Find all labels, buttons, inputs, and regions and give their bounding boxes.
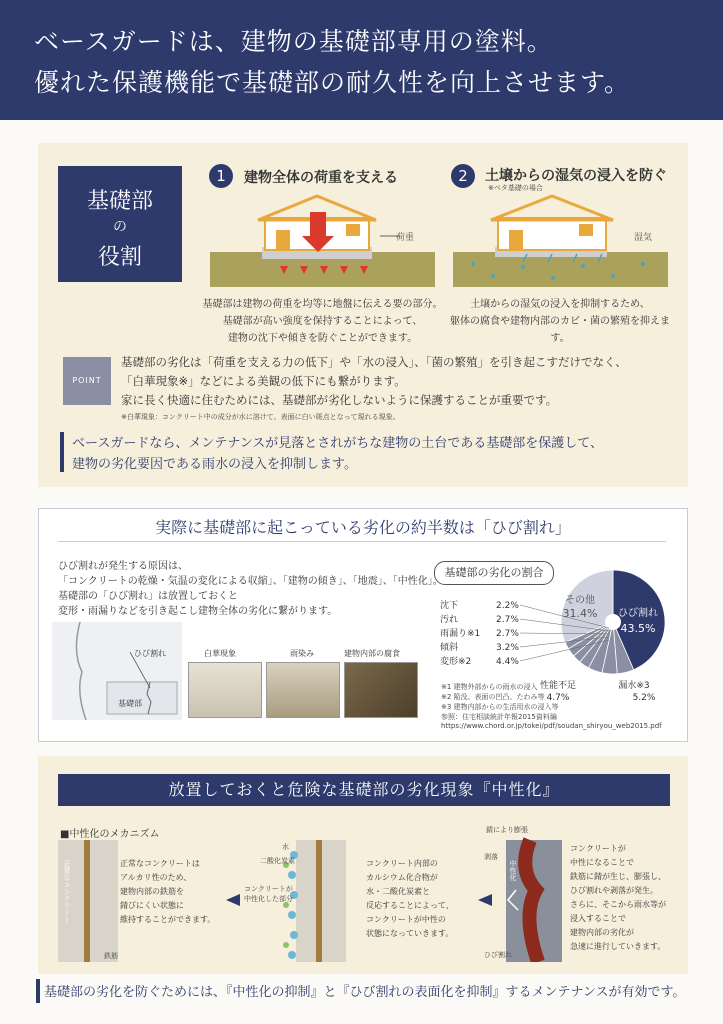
efflorescence-photo [188, 662, 262, 718]
note1: ※1 建物外部からの雨水の浸入 [441, 683, 538, 691]
pie-value-crack: 43.5% [620, 622, 656, 635]
point-note: ※白華現象：コンクリート中の成分が水に溶けて、表面に白い斑点となって現れる現象。 [121, 413, 400, 421]
foundation-label: 基礎部 [118, 699, 142, 708]
pie-label-leak: 漏水※3 [618, 681, 650, 691]
photo3-label: 建物内部の腐食 [344, 649, 400, 658]
neutralization-label: 中性化 [509, 860, 517, 881]
concrete-label: 正常なコンクリート [63, 860, 71, 923]
divider [58, 541, 666, 542]
pie-list-value-3: 4.4% [496, 657, 519, 667]
headline-line1: ベースガードは、建物の基礎部専用の塗料。 [34, 27, 553, 56]
source-url[interactable]: https://www.chord.or.jp/tokei/pdf/soudan_shiryou_web2015.pdf [441, 722, 662, 730]
point-badge: POINT [63, 357, 111, 405]
pie-value-other: 31.4% [562, 607, 598, 620]
mechanism-label: ■中性化のメカニズム [60, 829, 160, 840]
crack-title: 実際に基礎部に起こっている劣化の約半数は「ひび割れ」 [155, 518, 571, 537]
crack-text-1: ひび割れが発生する原因は、 [58, 561, 188, 572]
point-text-1: 基礎部の劣化は「荷重を支える力の低下」や「水の浸入」、「菌の繁殖」を引き起こすだけでなく、 [121, 355, 627, 369]
bottom-message: 基礎部の劣化を防ぐためには、『中性化の抑制』と『ひび割れの表面化を抑制』するメンテナンスが有効です。 [44, 985, 686, 1000]
pie-label-other: その他 [565, 595, 595, 606]
crack-text-3: 基礎部の「ひび割れ」は放置しておくと [58, 591, 238, 602]
co2-label: 二酸化炭素 [260, 857, 295, 865]
pie-label-crack: ひび割れ [618, 608, 658, 619]
load-label: 荷重 [396, 233, 415, 243]
rebar-label: 鉄筋 [104, 952, 118, 960]
rain-stain-photo [266, 662, 340, 718]
point-text-2: 「白華現象※」などによる美観の低下にも繋がります。 [121, 374, 406, 388]
spall-label: 剥落 [484, 853, 498, 861]
pie-value-performance: 4.7% [546, 693, 570, 703]
point2-title: 土壌からの湿気の浸入を防ぐ [485, 168, 667, 184]
point2-caption: 土壌からの湿気の浸入を抑制するため、 躯体の腐食や建物内部のカビ・菌の繁殖を抑えます。 [450, 299, 670, 344]
lead-line2: 建物の劣化要因である雨水の浸入を抑制します。 [72, 457, 357, 472]
point1-number: 1 [209, 164, 233, 188]
lead-line1: ベースガードなら、メンテナンスが見落とされがちな建物の土台である基礎部を保護して、 [72, 436, 604, 451]
mechanism-text-2: コンクリート内部の カルシウム化合物が 水・二酸化炭素と 反応することによって、 コンクリートが中性の 状態になっていきます。 [366, 859, 454, 938]
source: 参照：住宅相談統計年報2015資料編 [441, 713, 557, 721]
point-text-3: 家に長く快適に住むためには、基礎部が劣化しないように保護することが重要です。 [121, 393, 558, 407]
pie-list-value-7: 2.2% [496, 601, 519, 611]
photo1-label: 白華現象 [204, 649, 236, 658]
pie-value-leak: 5.2% [632, 693, 656, 703]
note3: ※3 建物内部からの生活用水の浸入等 [441, 703, 559, 711]
point2-number: 2 [451, 164, 475, 188]
crack-label-bottom: ひび割れ [484, 951, 512, 959]
bottom-accent-bar [36, 979, 40, 1003]
pie-list-label-5: 雨漏り※1 [440, 629, 481, 639]
crack-text-2: 「コンクリートの乾燥・気温の変化による収縮」、「建物の傾き」、「地震」、「中性化」。 [58, 576, 443, 587]
pie-list-label-7: 沈下 [440, 601, 459, 611]
pie-list-value-6: 2.7% [496, 615, 519, 625]
point1-caption: 基礎部は建物の荷重を均等に地盤に伝える要の部分。 基礎部が高い強度を保持することによって、 建物の沈下や傾きを防ぐことができます。 [202, 299, 443, 344]
crack-text-4: 変形・雨漏りなどを引き起こし建物全体の劣化に繋がります。 [58, 606, 338, 617]
pie-label-performance: 性能不足 [539, 681, 577, 691]
point1-title: 建物全体の荷重を支える [244, 170, 398, 186]
neutralized-part-label2: 中性化した部分 [244, 895, 293, 903]
rust-label: 錆により膨張 [486, 826, 528, 834]
crack-diagram [52, 622, 182, 720]
note2: ※2 陥没、表面の凹凸、たわみ等 [441, 693, 545, 701]
pie-list-label-6: 汚れ [440, 615, 459, 625]
photo2-label: 雨染み [290, 649, 314, 658]
role-title-3: 役割 [97, 245, 142, 270]
crack-label: ひび割れ [134, 649, 166, 658]
pie-list-label-3: 変形※2 [440, 657, 472, 667]
header-band [0, 0, 723, 120]
role-box [58, 166, 182, 282]
neutralization-title: 放置しておくと危険な基礎部の劣化現象『中性化』 [58, 774, 670, 806]
headline-line2: 優れた保護機能で基礎部の耐久性を向上させます。 [34, 68, 631, 97]
interior-corrosion-photo [344, 662, 418, 718]
point2-note: ※ベタ基礎の場合 [488, 184, 543, 192]
pie-list-value-4: 3.2% [496, 643, 519, 653]
mechanism-text-1: 正常なコンクリートは アルカリ性のため、 建物内部の鉄筋を 錆びにくい状態に 維持することができます。 [120, 859, 216, 924]
moisture-label: 湿気 [634, 233, 653, 243]
mechanism-text-3: コンクリートが 中性になることで 鉄筋に錆が生じ、膨張し、 ひび割れや剥落が発生。 さらに、そこから雨水等が 浸入することで 建物内部の劣化が 急速に進行していきます。 [570, 844, 666, 951]
chart-title: 基礎部の劣化の割合 [434, 561, 554, 585]
lead-accent-bar [60, 432, 64, 472]
rust-expansion-illustration [478, 820, 578, 962]
pie-list-value-5: 2.7% [496, 629, 519, 639]
role-title-2: の [113, 219, 127, 235]
pie-list-label-4: 傾斜 [440, 643, 459, 653]
water-label: 水 [282, 843, 289, 851]
role-title-1: 基礎部 [86, 189, 153, 214]
neutralized-part-label1: コンクリートが [244, 885, 293, 893]
